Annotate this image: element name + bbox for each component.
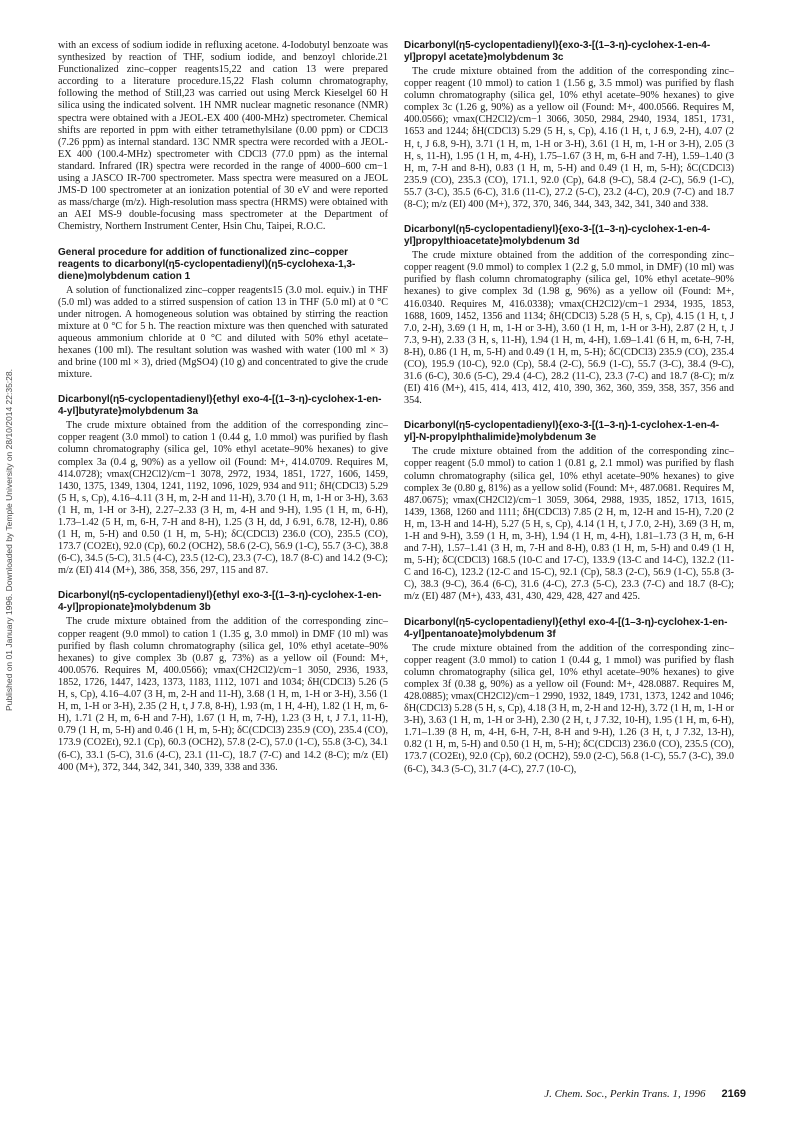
page-footer <box>446 1088 746 1100</box>
section-body-3a: The crude mixture obtained from the addition of the corresponding zinc–copper reagent (3.0 mmol) to cation 1 (0.44 g, 1.0 mmol) was purified by flash column chromatography (silica gel, 10% ethyl acetate–90% hexanes) to give complex 3a (0.4 g, 90%) as a yellow oil (Found: M+, 414.0709. Requires M, 414.0728); νmax(CH2Cl2)/cm−1 3078, 2972, 1934, 1851, 1727, 1606, 1459, 1430, 1375, 1349, 1304, 1241, 1192, 1096, 1029, 934 and 911; δH(CDCl3) 5.29 (5 H, s, Cp), 4.16–4.11 (3 H, m, 2-H and 11-H), 3.70 (1 H, m, 1-H or 3-H), 3.63 (1 H, m, 1-H or 3-H), 2.27–2.33 (3 H, m, 4-H and 9-H), 1.95 (1 H, m, 6-H), 1.73–1.42 (5 H, m, 6-H, 7-H and 8-H), 1.25 (3 H, dd, J 6.91, 6.78, 12-H), 0.86 (1 H, m, 5-H) and 0.50 (1 H, m, 5-H); δC(CDCl3) 236.0 (CO), 235.5 (CO), 173.7 (CO2Et), 92.0 (Cp), 60.2 (OCH2), 58.6 (2-C), 56.9 (1-C), 55.7 (3-C), 38.8 (6-C), 34.5 (5-C), 31.5 (4-C), 23.5 (12-C), 23.3 (7-C), 18.7 (8-C) and 14.2 (9-C); m/z (EI) 414 (M+), 386, 358, 356, 297, 115 and 87. <box>58 420 388 577</box>
section-heading-3e: Dicarbonyl(η5-cyclopentadienyl){exo-3-[(1–3-η)-1-cyclohex-1-en-4-yl]-N-propylphthalimide}molybdenum 3e <box>404 420 720 444</box>
journal-citation: J. Chem. Soc., Perkin Trans. 1, 1996 <box>544 1088 706 1100</box>
page-number: 2169 <box>721 1088 746 1100</box>
section-body-3f: The crude mixture obtained from the addition of the corresponding zinc–copper reagent (3.0 mmol) to cation 1 (0.44 g, 1 mmol) was purified by flash column chromatography (silica gel, 10% ethyl acetate–90% hexanes) to give complex 3f (0.38 g, 90%) as a yellow oil (Found: M+, 428.0887. Requires M, 428.0885); νmax(CH2Cl2)/cm−1 2990, 1932, 1849, 1731, 1373, 1242 and 1046; δH(CDCl3) 5.28 (5 H, s, Cp), 4.18 (3 H, m, 2-H and 12-H), 3.72 (1 H, m, 1-H or 3-H), 3.63 (1 H, m, 1-H or 3-H), 2.30 (2 H, t, J 7.32, 10-H), 1.95 (1 H, m, 6-H), 1.71–1.39 (8 H, m, 4-H, 6-H, 7-H, 8-H and 9-H), 1.26 (3 H, t, J 7.32, 13-H), 0.82 (1 H, m, 5-H) and 0.50 (1 H, m, 5-H); δC(CDCl3) 236.0 (CO), 235.5 (CO), 173.7 (CO2Et), 92.0 (Cp), 60.2 (OCH2), 59.0 (2-C), 56.8 (1-C), 55.7 (3-C), 39.0 (6-C), 34.3 (5-C), 31.7 (4-C), 27.7 (10-C), <box>404 642 734 775</box>
section-body-3e: The crude mixture obtained from the addition of the corresponding zinc–copper reagent (5.0 mmol) to cation 1 (0.81 g, 2.1 mmol) was purified by flash column chromatography (silica gel, 10% ethyl acetate–90% hexanes) to give complex 3e (0.80 g, 81%) as a yellow solid (Found: M+, 487.0681. Requires M, 487.0675); νmax(CH2Cl2)/cm−1 3059, 3064, 2988, 1935, 1852, 1713, 1615, 1439, 1368, 1260 and 1111; δH(CDCl3) 7.85 (2 H, m, 12-H and 15-H), 7.20 (2 H, m, 13-H and 14-H), 5.27 (5 H, s, Cp), 4.14 (1 H, t, J 7.0, 2-H), 3.69 (3 H, m, 1-H and 9-H), 3.59 (1 H, m, 3-H), 1.94 (1 H, m, 4-H), 1.81–1.73 (3 H, m, 6-H and 7-H), 1.57–1.41 (3 H, m, 7-H and 8-H), 0.83 (1 H, m, 5-H) and 0.49 (1 H, m, 5-H); δC(CDCl3) 168.5 (10-C and 17-C), 133.9 (13-C and 14-C), 132.2 (11-C and 16-C), 123.2 (12-C and 15-C), 92.1 (Cp), 58.3 (2-C), 56.9 (1-C), 55.8 (3-C), 38.3 (9-C), 36.4 (6-C), 31.6 (4-C), 27.3 (5-C), 23.3 (7-C) and 18.7 (8-C); m/z (EI) 487 (M+), 433, 431, 430, 429, 428, 427 and 425. <box>404 446 734 603</box>
section-body-3d: The crude mixture obtained from the addition of the corresponding zinc–copper reagent (9.0 mmol) to complex 1 (2.2 g, 5.0 mmol, in DMF) (10 ml) was purified by flash column chromatography (silica gel, 10% ethyl acetate–90% hexanes) to give complex 3d (1.98 g, 96%) as a yellow oil (Found: M+, 416.0340. Requires M, 416.0338); νmax(CH2Cl2)/cm−1 2934, 1935, 1853, 1688, 1609, 1452, 1356 and 1134; δH(CDCl3) 5.28 (5 H, s, Cp), 4.15 (1 H, t, J 7.0, 2-H), 3.69 (1 H, m, 1-H or 3-H), 3.60 (1 H, m, 1-H or 3-H), 2.87 (2 H, t, J 7.3, 9-H), 2.33 (3 H, s, 11-H), 1.94 (1 H, m, 4-H), 1.69–1.41 (6 H, m, 6-H, 7-H, 8-H), 0.86 (1 H, m, 5-H) and 0.49 (1 H, m, 5-H); δC(CDCl3) 235.9 (CO), 235.4 (CO), 195.9 (10-C), 92.0 (Cp), 58.4 (2-C), 56.9 (1-C), 55.7 (3-C), 38.4 (9-C), 31.6 (6-C), 30.6 (5-C), 29.4 (4-C), 28.2 (11-C), 23.3 (7-C) and 18.7 (8-C); m/z (EI) 416 (M+), 415, 414, 413, 412, 410, 390, 362, 360, 359, 358, 357, 356 and 354. <box>404 250 734 407</box>
section-body-general-procedure: A solution of functionalized zinc–copper reagents15 (3.0 mol. equiv.) in THF (5.0 ml) was added to a stirred suspension of cation 13 in THF (5.0 ml) at 0 °C under nitrogen. A homogeneous solution was obtained by stirring the reaction mixture at 0 °C for 5 h. The reaction mixture was then quenched with saturated aqueous ammonium chloride at 0 °C and diluted with 50% ethyl acetate–hexanes (100 ml). The resultant solution was washed with water (100 ml × 3) and brine (100 ml × 3), dried (MgSO4) (10 g) and concentrated to give the crude mixture. <box>58 284 388 381</box>
section-heading-3f: Dicarbonyl(η5-cyclopentadienyl){ethyl exo-4-[(1–3-η)-cyclohex-1-en-4-yl]pentanoate}molybdenum 3f <box>404 616 728 640</box>
section-heading-3c: Dicarbonyl(η5-cyclopentadienyl){exo-3-[(1–3-η)-cyclohex-1-en-4-yl]propyl acetate}molybdenum 3c <box>404 40 711 63</box>
section-body-3b: The crude mixture obtained from the addition of the corresponding zinc–copper reagent (9.0 mmol) to cation 1 (1.35 g, 3.0 mmol) in DMF (10 ml) was purified by flash column chromatography (silica gel, 10% ethyl acetate–90% hexanes) to give complex 3b (0.87 g, 73%) as a yellow oil (Found: M+, 400.0576. Requires M, 400.0566); νmax(CH2Cl2)/cm−1 3050, 2936, 1933, 1852, 1726, 1447, 1423, 1373, 1183, 1112, 1071 and 1034; δH(CDCl3) 5.26 (5 H, s, Cp), 4.16–4.07 (3 H, m, 2-H and 11-H), 3.68 (1 H, m, 1-H or 3-H), 3.56 (1 H, m, 1-H or 3-H), 2.35 (2 H, t, J 7.8, 8-H), 1.93 (m, 1 H, 4-H), 1.82 (1 H, m, 6-H), 1.71 (2 H, m, 6-H and 7-H), 1.67 (1 H, m, 7-H), 1.23 (3 H, t, J 7.1, 11-H), 0.79 (1 H, m, 5-H) and 0.46 (1 H, m, 5-H); δC(CDCl3) 235.9 (CO), 235.4 (CO), 173.9 (CO2Et), 92.1 (Cp), 60.3 (OCH2), 57.8 (2-C), 57.0 (1-C), 55.8 (3-C), 34.1 (6-C), 33.1 (5-C), 31.6 (4-C), 23.1 (11-C), 18.7 (7-C) and 14.2 (8-C); m/z (EI) 400 (M+), 372, 344, 342, 341, 340, 339, 338 and 336. <box>58 616 388 773</box>
download-watermark <box>2 330 16 750</box>
section-heading-3d: Dicarbonyl(η5-cyclopentadienyl){exo-3-[(1–3-η)-cyclohex-1-en-4-yl]propylthioacetate}molybdenum 3d <box>404 224 711 248</box>
left-column <box>58 40 388 774</box>
section-heading-general-procedure: General procedure for addition of functionalized zinc–copper reagents to dicarbonyl(η5-cyclopentadienyl)(η5-cyclohexa-1,3-diene)molybdenum cation 1 <box>58 246 356 282</box>
section-body-3c: The crude mixture obtained from the addition of the corresponding zinc–copper reagent (10 mmol) to cation 1 (1.56 g, 3.5 mmol) was purified by flash column chromatography (silica gel, 10% ethyl acetate–90% hexanes) to give complex 3c (1.26 g, 90%) as a yellow oil (Found: M+, 400.0566. Requires M, 400.0566); νmax(CH2Cl2)/cm−1 3066, 3050, 2984, 2940, 1934, 1851, 1731, 1653 and 1244; δH(CDCl3) 5.29 (5 H, s, Cp), 4.16 (1 H, t, J 6.9, 2-H), 4.07 (2 H, t, J 6.8, 9-H), 3.71 (1 H, m, 1-H or 3-H), 3.61 (1 H, m, 1-H or 3-H), 2.05 (3 H, s, 11-H), 1.95 (1 H, m, 4-H), 1.75–1.67 (3 H, m, 6-H and 7-H), 1.59–1.40 (3 H, m, 7-H and 8-H), 0.83 (1 H, m, 5-H) and 0.49 (1 H, m, 5-H); δC(CDCl3) 235.9 (CO), 235.3 (CO), 171.1, 92.0 (Cp), 64.8 (9-C), 58.4 (2-C), 56.9 (1-C), 55.7 (3-C), 35.5 (6-C), 31.6 (11-C), 27.2 (5-C), 23.2 (4-C), 20.9 (7-C) and 18.7 (8-C); m/z (EI) 400 (M+), 372, 370, 346, 344, 343, 342, 341, 340 and 338. <box>404 66 734 211</box>
download-watermark-text: Published on 01 January 1996. Downloaded by Temple University on 28/10/2014 22:35:28. <box>4 369 14 711</box>
section-heading-3b: Dicarbonyl(η5-cyclopentadienyl){ethyl exo-3-[(1–3-η)-cyclohex-1-en-4-yl]propionate}molybdenum 3b <box>58 590 382 614</box>
section-heading-3a: Dicarbonyl(η5-cyclopentadienyl){ethyl exo-4-[(1–3-η)-cyclohex-1-en-4-yl]butyrate}molybdenum 3a <box>58 394 382 418</box>
right-column <box>404 40 734 776</box>
experimental-intro: with an excess of sodium iodide in refluxing acetone. 4-Iodobutyl benzoate was synthesized by reaction of THF, sodium iodide, and benzoyl chloride.21 Functionalized zinc–copper reagents15,22 and cation 13 were prepared according to a literature procedure.15,22 Flash column chromatography, following the method of Still,23 was carried out using Merck Kieselgel 60 H silica using the indicated solvent. 1H NMR nuclear magnetic resonance (NMR) spectra were obtained with a JEOL-EX 400 (400-MHz) spectrometer. Chemical shifts are reported in ppm with either tetramethylsilane (0.00 ppm) or CDCl3 (7.26 ppm) as internal standard. 13C NMR spectra were recorded with a JEOL-EX 400 (100.4-MHz) spectrometer with CDCl3 (77.0 ppm) as the internal standard. Infrared (IR) spectra were recorded in the range of 4000–600 cm−1 using a JASCO IR-700 spectrometer. Mass spectra were measured on a JEOL JMS-D 100 spectrometer at an ionization potential of 30 eV and were reported as mass/charge (m/z). High-resolution mass spectra (HRMS) were obtained with an AEI MS-9 double-focusing mass spectrometer at the Department of Chemistry, Northern Instrument Center, Hsin Chu, Taipei, R.O.C. <box>58 40 388 233</box>
